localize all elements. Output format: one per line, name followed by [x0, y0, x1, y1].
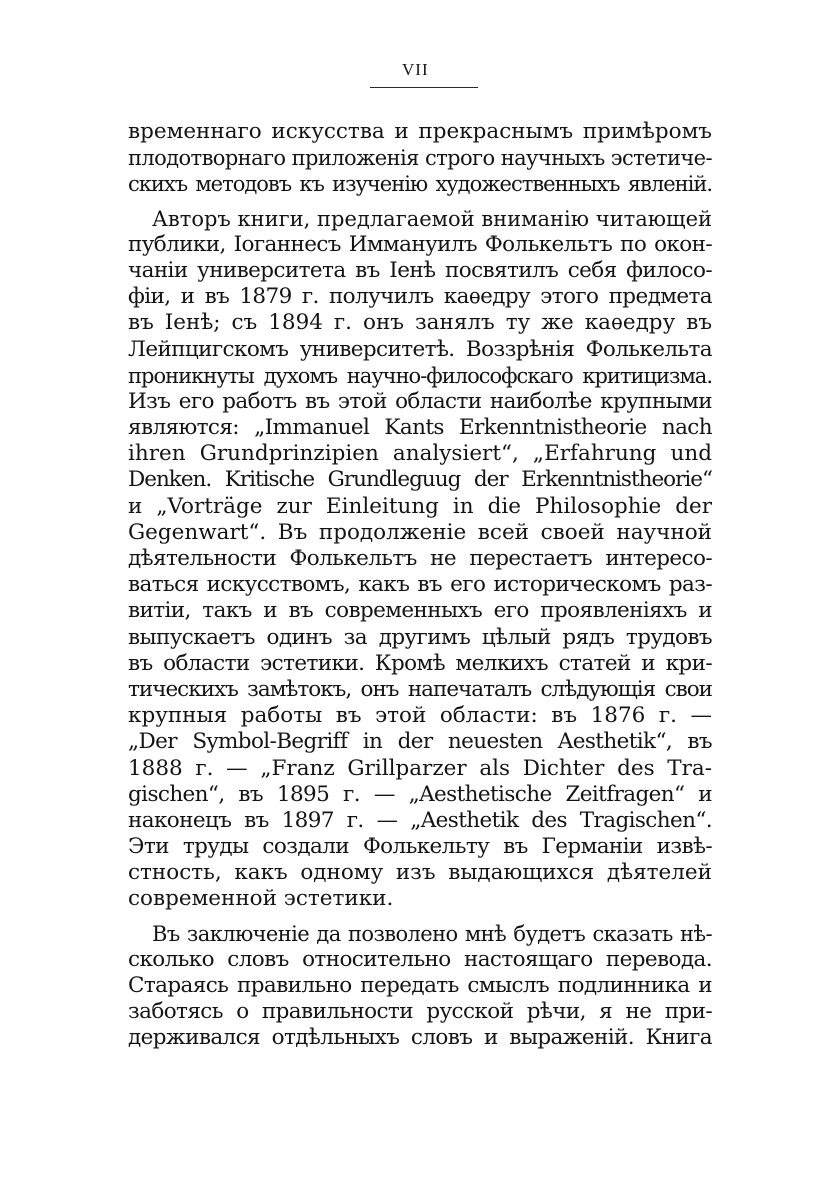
header-rule	[370, 87, 478, 88]
text-line: и „Vorträge zur Einleitung in die Philosophie der	[128, 493, 712, 519]
text-line: Изъ его работъ въ этой области наиболѣе крупными	[128, 388, 712, 414]
text-line: стность, какъ одному изъ выдающихся дѣятелей	[128, 860, 712, 886]
text-line: Въ заключеніе да позволено мнѣ будетъ сказать нѣ-	[152, 921, 712, 946]
text-line: чаніи университета въ Іенѣ посвятилъ себя филосо-	[128, 257, 712, 283]
text-line: держивался отдѣльныхъ словъ и выраженій. Книга	[128, 1025, 712, 1051]
paragraph-continuation	[128, 119, 712, 198]
text-line: заботясь о правильности русской рѣчи, я не при-	[128, 999, 712, 1025]
text-line: тическихъ замѣтокъ, онъ напечаталъ слѣдующія свои	[128, 676, 712, 702]
text-line: gischen“, въ 1895 г. — „Aesthetische Zeitfragen“ и	[128, 781, 712, 807]
text-line: витіи, такъ и въ современныхъ его проявленіяхъ и	[128, 598, 712, 624]
text-line: фіи, и въ 1879 г. получилъ каѳедру этого предмета	[128, 284, 712, 310]
text-line: временнаго искусства и прекраснымъ примѣромъ	[128, 119, 712, 144]
text-line: ваться искусствомъ, какъ въ его историческомъ раз-	[128, 572, 712, 598]
text-line: крупныя работы въ этой области: въ 1876 г. —	[128, 703, 712, 729]
text-line: Эти труды создали Фолькельту въ Германіи извѣ-	[128, 834, 712, 860]
text-line: скихъ методовъ къ изученію художественныхъ явленій.	[128, 172, 712, 197]
text-body	[128, 119, 712, 1052]
paragraph-author	[128, 206, 712, 913]
text-line: 1888 г. — „Franz Grillparzer als Dichter des Tra-	[128, 755, 712, 781]
text-line: сколько словъ относительно настоящаго перевода.	[128, 946, 712, 972]
text-line: Стараясь правильно передать смыслъ подлинника и	[128, 973, 712, 998]
text-line: являются: „Immanuel Kants Erkenntnistheorie nach	[128, 415, 712, 441]
text-line: Denken. Kritische Grundleguug der Erkenntnistheorie“	[128, 467, 712, 493]
text-line: Авторъ книги, предлагаемой вниманію читающей	[152, 206, 712, 231]
page-header	[0, 60, 840, 100]
text-line: дѣятельности Фолькельтъ не перестаетъ интересо-	[128, 546, 712, 571]
page-number: VII	[402, 60, 429, 79]
paragraph-gap	[128, 198, 712, 206]
text-line: современной эстетики.	[128, 886, 394, 912]
paragraph-translation	[128, 921, 712, 1052]
text-line: „Der Symbol-Begriff in der neuesten Aesthetik“, въ	[128, 729, 712, 755]
text-line: публики, Іоганнесъ Иммануилъ Фолькельтъ по окон-	[128, 231, 712, 257]
paragraph-gap	[128, 913, 712, 921]
text-line: наконецъ въ 1897 г. — „Aesthetik des Tragischen“.	[128, 807, 712, 833]
text-line: плодотворнаго приложенія строго научныхъ эстетиче-	[128, 146, 712, 171]
text-line: въ области эстетики. Кромѣ мелкихъ статей и кри-	[128, 650, 712, 676]
text-line: выпускаетъ одинъ за другимъ цѣлый рядъ трудовъ	[128, 624, 712, 650]
text-line: въ Іенѣ; съ 1894 г. онъ занялъ ту же каѳедру въ	[128, 310, 712, 336]
text-line: Gegenwart“. Въ продолженіе всей своей научной	[128, 519, 712, 545]
text-line: проникнуты духомъ научно-философскаго критицизма.	[128, 363, 712, 388]
text-line: ihren Grundprinzipien analysiert“, „Erfahrung und	[128, 441, 712, 467]
text-line: Лейпцигскомъ университетѣ. Воззрѣнія Фолькельта	[128, 336, 712, 362]
